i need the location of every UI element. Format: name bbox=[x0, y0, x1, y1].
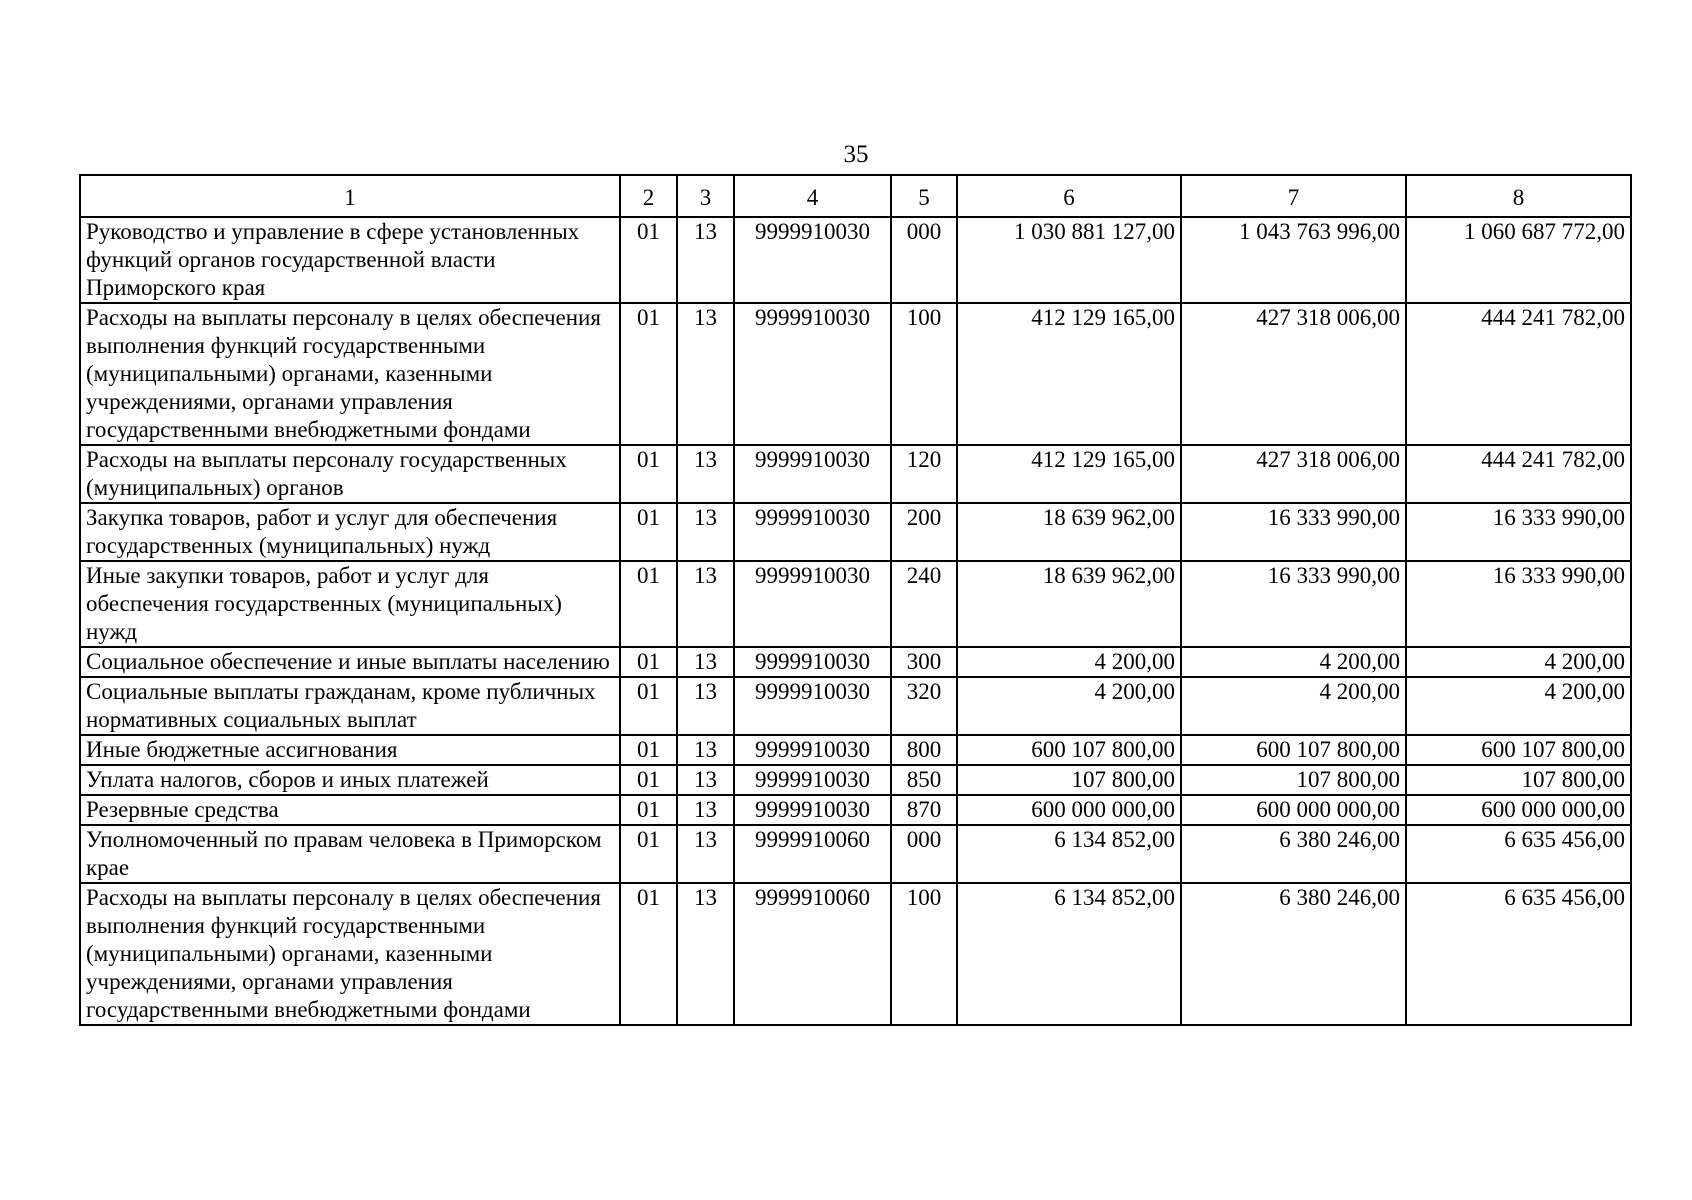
target-article-code: 9999910030 bbox=[734, 647, 891, 677]
expense-type-code: 870 bbox=[891, 795, 957, 825]
expense-type-code: 240 bbox=[891, 561, 957, 647]
column-header-1: 1 bbox=[80, 175, 620, 217]
target-article-code: 9999910060 bbox=[734, 883, 891, 1025]
row-name: Закупка товаров, работ и услуг для обеспечения государственных (муниципальных) нужд bbox=[80, 503, 620, 561]
amount-col-8: 107 800,00 bbox=[1406, 765, 1631, 795]
expense-type-code: 300 bbox=[891, 647, 957, 677]
amount-col-6: 18 639 962,00 bbox=[957, 503, 1181, 561]
subsection-code: 13 bbox=[677, 795, 734, 825]
row-name: Иные бюджетные ассигнования bbox=[80, 735, 620, 765]
amount-col-8: 6 635 456,00 bbox=[1406, 883, 1631, 1025]
subsection-code: 13 bbox=[677, 677, 734, 735]
target-article-code: 9999910030 bbox=[734, 503, 891, 561]
row-name: Социальное обеспечение и иные выплаты населению bbox=[80, 647, 620, 677]
amount-col-8: 444 241 782,00 bbox=[1406, 445, 1631, 503]
subsection-code: 13 bbox=[677, 883, 734, 1025]
amount-col-7: 6 380 246,00 bbox=[1181, 883, 1406, 1025]
expense-type-code: 000 bbox=[891, 825, 957, 883]
table-row bbox=[80, 303, 1631, 445]
budget-table bbox=[79, 174, 1632, 1026]
section-code: 01 bbox=[620, 825, 677, 883]
amount-col-8: 600 107 800,00 bbox=[1406, 735, 1631, 765]
table-row bbox=[80, 735, 1631, 765]
section-code: 01 bbox=[620, 735, 677, 765]
section-code: 01 bbox=[620, 503, 677, 561]
row-name: Расходы на выплаты персоналу в целях обеспечения выполнения функций государственными (муниципальными) органами, казенными учреждениями, органами управления государственными внебюджетными фондами bbox=[80, 883, 620, 1025]
amount-col-6: 412 129 165,00 bbox=[957, 445, 1181, 503]
target-article-code: 9999910030 bbox=[734, 445, 891, 503]
column-header-3: 3 bbox=[677, 175, 734, 217]
target-article-code: 9999910030 bbox=[734, 765, 891, 795]
column-header-7: 7 bbox=[1181, 175, 1406, 217]
column-header-6: 6 bbox=[957, 175, 1181, 217]
amount-col-8: 600 000 000,00 bbox=[1406, 795, 1631, 825]
table-row bbox=[80, 647, 1631, 677]
table-row bbox=[80, 795, 1631, 825]
table-row bbox=[80, 883, 1631, 1025]
amount-col-7: 16 333 990,00 bbox=[1181, 561, 1406, 647]
table-row bbox=[80, 765, 1631, 795]
table-row bbox=[80, 677, 1631, 735]
expense-type-code: 200 bbox=[891, 503, 957, 561]
section-code: 01 bbox=[620, 445, 677, 503]
subsection-code: 13 bbox=[677, 303, 734, 445]
amount-col-8: 1 060 687 772,00 bbox=[1406, 217, 1631, 303]
table-row bbox=[80, 503, 1631, 561]
expense-type-code: 100 bbox=[891, 303, 957, 445]
table-row bbox=[80, 825, 1631, 883]
amount-col-6: 107 800,00 bbox=[957, 765, 1181, 795]
amount-col-8: 16 333 990,00 bbox=[1406, 503, 1631, 561]
amount-col-6: 18 639 962,00 bbox=[957, 561, 1181, 647]
amount-col-7: 4 200,00 bbox=[1181, 647, 1406, 677]
subsection-code: 13 bbox=[677, 825, 734, 883]
column-header-4: 4 bbox=[734, 175, 891, 217]
row-name: Социальные выплаты гражданам, кроме публичных нормативных социальных выплат bbox=[80, 677, 620, 735]
subsection-code: 13 bbox=[677, 647, 734, 677]
subsection-code: 13 bbox=[677, 503, 734, 561]
subsection-code: 13 bbox=[677, 735, 734, 765]
expense-type-code: 120 bbox=[891, 445, 957, 503]
row-name: Уплата налогов, сборов и иных платежей bbox=[80, 765, 620, 795]
amount-col-8: 6 635 456,00 bbox=[1406, 825, 1631, 883]
target-article-code: 9999910030 bbox=[734, 735, 891, 765]
amount-col-7: 427 318 006,00 bbox=[1181, 303, 1406, 445]
amount-col-7: 1 043 763 996,00 bbox=[1181, 217, 1406, 303]
amount-col-7: 4 200,00 bbox=[1181, 677, 1406, 735]
target-article-code: 9999910030 bbox=[734, 795, 891, 825]
subsection-code: 13 bbox=[677, 217, 734, 303]
amount-col-7: 600 107 800,00 bbox=[1181, 735, 1406, 765]
amount-col-7: 16 333 990,00 bbox=[1181, 503, 1406, 561]
row-name: Резервные средства bbox=[80, 795, 620, 825]
page-number: 35 bbox=[843, 141, 869, 168]
section-code: 01 bbox=[620, 303, 677, 445]
section-code: 01 bbox=[620, 217, 677, 303]
amount-col-6: 6 134 852,00 bbox=[957, 883, 1181, 1025]
target-article-code: 9999910030 bbox=[734, 217, 891, 303]
row-name: Расходы на выплаты персоналу в целях обеспечения выполнения функций государственными (муниципальными) органами, казенными учреждениями, органами управления государственными внебюджетными фондами bbox=[80, 303, 620, 445]
amount-col-8: 4 200,00 bbox=[1406, 677, 1631, 735]
amount-col-6: 1 030 881 127,00 bbox=[957, 217, 1181, 303]
amount-col-6: 4 200,00 bbox=[957, 647, 1181, 677]
expense-type-code: 000 bbox=[891, 217, 957, 303]
subsection-code: 13 bbox=[677, 445, 734, 503]
amount-col-6: 600 000 000,00 bbox=[957, 795, 1181, 825]
amount-col-6: 412 129 165,00 bbox=[957, 303, 1181, 445]
subsection-code: 13 bbox=[677, 561, 734, 647]
amount-col-7: 427 318 006,00 bbox=[1181, 445, 1406, 503]
column-header-2: 2 bbox=[620, 175, 677, 217]
column-header-5: 5 bbox=[891, 175, 957, 217]
amount-col-6: 6 134 852,00 bbox=[957, 825, 1181, 883]
table-row bbox=[80, 561, 1631, 647]
section-code: 01 bbox=[620, 647, 677, 677]
expense-type-code: 850 bbox=[891, 765, 957, 795]
row-name: Иные закупки товаров, работ и услуг для обеспечения государственных (муниципальных) нужд bbox=[80, 561, 620, 647]
target-article-code: 9999910030 bbox=[734, 677, 891, 735]
amount-col-8: 16 333 990,00 bbox=[1406, 561, 1631, 647]
amount-col-6: 4 200,00 bbox=[957, 677, 1181, 735]
amount-col-7: 107 800,00 bbox=[1181, 765, 1406, 795]
table-row bbox=[80, 217, 1631, 303]
section-code: 01 bbox=[620, 677, 677, 735]
target-article-code: 9999910060 bbox=[734, 825, 891, 883]
expense-type-code: 800 bbox=[891, 735, 957, 765]
section-code: 01 bbox=[620, 795, 677, 825]
expense-type-code: 320 bbox=[891, 677, 957, 735]
section-code: 01 bbox=[620, 883, 677, 1025]
row-name: Уполномоченный по правам человека в Приморском крае bbox=[80, 825, 620, 883]
target-article-code: 9999910030 bbox=[734, 303, 891, 445]
table-row bbox=[80, 445, 1631, 503]
header-row bbox=[80, 175, 1631, 217]
target-article-code: 9999910030 bbox=[734, 561, 891, 647]
amount-col-8: 444 241 782,00 bbox=[1406, 303, 1631, 445]
row-name: Расходы на выплаты персоналу государственных (муниципальных) органов bbox=[80, 445, 620, 503]
amount-col-7: 600 000 000,00 bbox=[1181, 795, 1406, 825]
section-code: 01 bbox=[620, 561, 677, 647]
section-code: 01 bbox=[620, 765, 677, 795]
amount-col-6: 600 107 800,00 bbox=[957, 735, 1181, 765]
amount-col-8: 4 200,00 bbox=[1406, 647, 1631, 677]
expense-type-code: 100 bbox=[891, 883, 957, 1025]
row-name: Руководство и управление в сфере установленных функций органов государственной власти Приморского края bbox=[80, 217, 620, 303]
amount-col-7: 6 380 246,00 bbox=[1181, 825, 1406, 883]
subsection-code: 13 bbox=[677, 765, 734, 795]
column-header-8: 8 bbox=[1406, 175, 1631, 217]
